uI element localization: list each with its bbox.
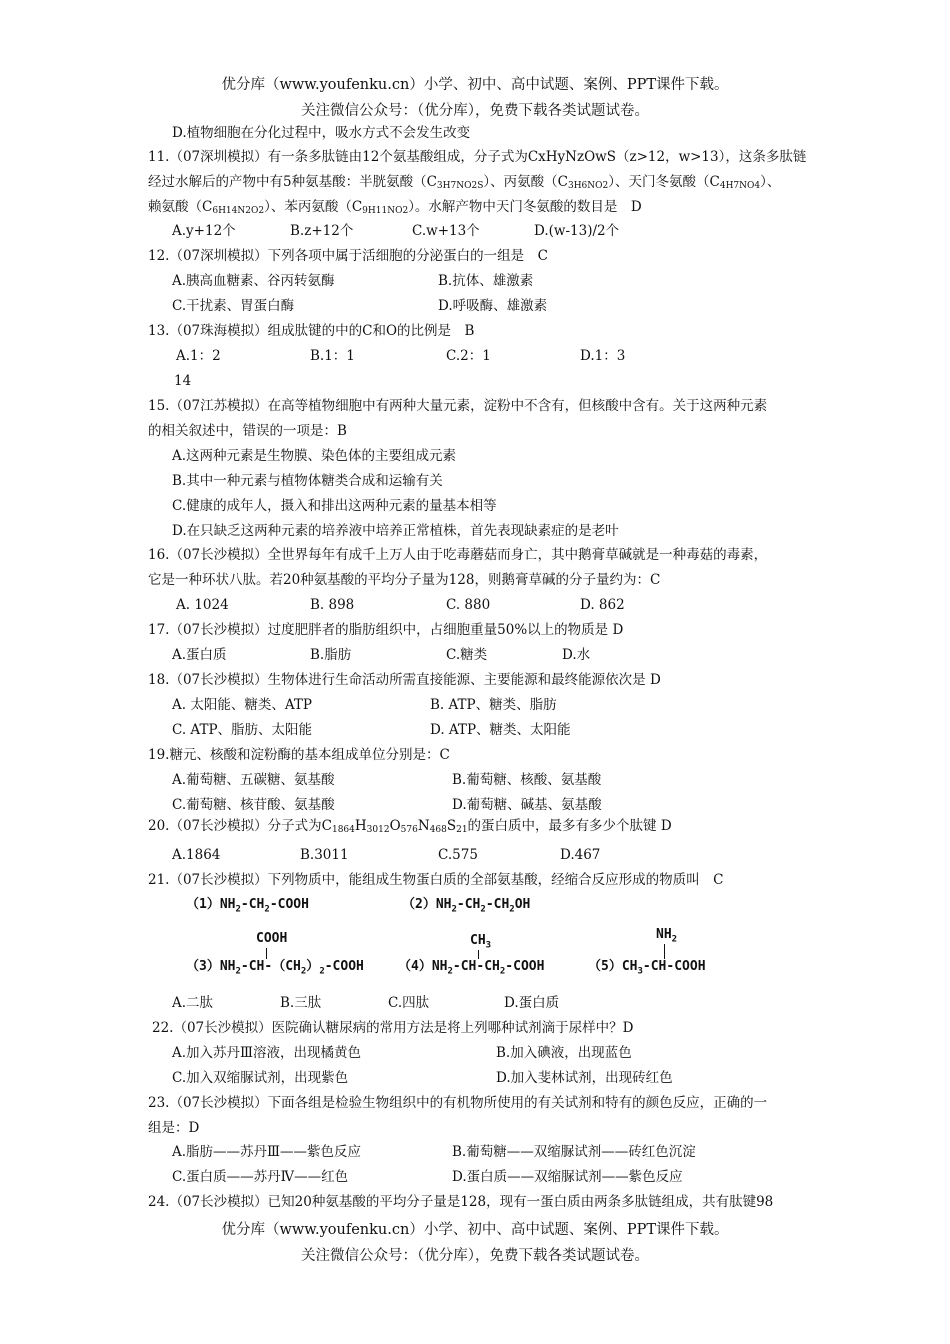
q10-option-d: D.植物细胞在分化过程中，吸水方式不会发生改变 bbox=[172, 125, 471, 141]
q19-option-a: A.葡萄糖、五碳糖、氨基酸 bbox=[172, 772, 335, 788]
q13-option-c: C.2：1 bbox=[446, 348, 491, 364]
compound-5: $(5)CH_3-CH$-COOH bbox=[588, 959, 706, 977]
q13-option-d: D.1：3 bbox=[580, 348, 626, 364]
footer-line-2: 关注微信公众号：（优分库），免费下载各类试题试卷。 bbox=[301, 1248, 649, 1264]
compound-4-ch3: $CH_3$ bbox=[470, 933, 492, 951]
q20-option-b: B.3011 bbox=[300, 847, 349, 863]
q20-option-a: A.1864 bbox=[172, 847, 221, 863]
q19-stem: 19.糖元、核酸和淀粉酶的基本组成单位分别是：C bbox=[148, 747, 450, 763]
q20-option-c: C.575 bbox=[438, 847, 478, 863]
q15-option-c: C.健康的成年人，摄入和排出这两种元素的量基本相等 bbox=[172, 498, 497, 514]
q11-option-a: A.y+12个 bbox=[172, 223, 236, 239]
q17-option-c: C.糖类 bbox=[446, 647, 488, 663]
q16-option-b: B. 898 bbox=[310, 597, 355, 613]
q21-stem: 21.（07长沙模拟）下列物质中，能组成生物蛋白质的全部氨基酸，经缩合反应形成的物质叫 C bbox=[148, 872, 724, 888]
q17-option-b: B.脂肪 bbox=[310, 647, 352, 663]
q23-line-2: 组是：D bbox=[148, 1120, 200, 1136]
q19-option-d: D.葡萄糖、碱基、氨基酸 bbox=[452, 797, 602, 813]
footer-line-1: 优分库（www.youfenku.cn）小学、初中、高中试题、案例、PPT课件下载。 bbox=[221, 1222, 729, 1238]
q12-option-d: D.呼吸酶、雄激素 bbox=[438, 298, 548, 314]
q23-option-b: B.葡萄糖——双缩脲试剂——砖红色沉淀 bbox=[452, 1144, 696, 1160]
formula-alanine: 3H6NO2 bbox=[567, 181, 609, 191]
q21-option-d: D.蛋白质 bbox=[504, 995, 560, 1011]
q16-option-d: D. 862 bbox=[580, 597, 625, 613]
q13-stem: 13.（07珠海模拟）组成肽键的中的C和O的比例是 B bbox=[148, 323, 475, 339]
q20-option-d: D.467 bbox=[560, 847, 601, 863]
q11-line-1: 11.（07深圳模拟）有一条多肽链由12个氨基酸组成，分子式为CxHyNzOwS（z>12，w>13），这条多肽链 bbox=[148, 149, 807, 165]
compound-4: $(4)NH_2-CH-CH_2$-COOH bbox=[398, 959, 545, 977]
q22-stem: 22.（07长沙模拟）医院确认糖尿病的常用方法是将上列哪种试剂滴于尿样中？D bbox=[152, 1020, 634, 1036]
q23-option-d: D.蛋白质——双缩脲试剂——紫色反应 bbox=[452, 1169, 683, 1185]
q12-option-c: C.干扰素、胃蛋白酶 bbox=[172, 298, 295, 314]
formula-lysine: 6H14N2O2 bbox=[212, 206, 265, 216]
formula-phenylalanine: 9H11NO2 bbox=[362, 206, 409, 216]
q23-line-1: 23.（07长沙模拟）下面各组是检验生物组织中的有机物所使用的有关试剂和特有的颜色反应，正确的一 bbox=[148, 1095, 768, 1111]
q16-option-c: C. 880 bbox=[446, 597, 491, 613]
q16-line-2: 它是一种环状八肽。若20种氨基酸的平均分子量为128，则鹅膏草碱的分子量约为：C bbox=[148, 572, 661, 588]
q22-option-d: D.加入斐林试剂，出现砖红色 bbox=[496, 1070, 673, 1086]
q15-line-1: 15.（07江苏模拟）在高等植物细胞中有两种大量元素，淀粉中不含有，但核酸中含有。关于这两种元素 bbox=[148, 398, 768, 414]
q12-option-b: B.抗体、雄激素 bbox=[438, 273, 534, 289]
compound-5-nh2: $NH_2$ bbox=[656, 927, 678, 945]
q11-option-d: D.(w-13)/2个 bbox=[534, 223, 620, 239]
compound-3: $(3)NH_2-CH-(CH_2)_2$-COOH bbox=[186, 959, 364, 977]
q18-option-d: D. ATP、糖类、太阳能 bbox=[430, 722, 571, 738]
q13-option-a: A.1：2 bbox=[176, 348, 221, 364]
q18-option-b: B. ATP、糖类、脂肪 bbox=[430, 697, 557, 713]
q22-option-a: A.加入苏丹Ⅲ溶液，出现橘黄色 bbox=[172, 1045, 362, 1061]
q12-option-a: A.胰高血糖素、谷丙转氨酶 bbox=[172, 273, 335, 289]
q17-stem: 17.（07长沙模拟）过度肥胖者的脂肪组织中，占细胞重量50%以上的物质是 D bbox=[148, 622, 624, 638]
q11-line-2: 经过水解后的产物中有5种氨基酸：半胱氨酸$(C_{3H7NO2S})$、丙氨酸$(C_{3H6NO2})$、天门冬氨酸$(C_{4H7NO4})$、 bbox=[148, 174, 781, 191]
q13-option-b: B.1：1 bbox=[310, 348, 355, 364]
q16-option-a: A. 1024 bbox=[176, 597, 229, 613]
compound-1: $(1)NH_2-CH_2$-COOH bbox=[186, 897, 309, 915]
q22-option-c: C.加入双缩脲试剂，出现紫色 bbox=[172, 1070, 349, 1086]
q15-option-a: A.这两种元素是生物膜、染色体的主要组成元素 bbox=[172, 448, 457, 464]
q17-option-d: D.水 bbox=[562, 647, 591, 663]
formula-aspartate: 4H7NO4 bbox=[719, 181, 761, 191]
q18-option-a: A. 太阳能、糖类、ATP bbox=[172, 697, 312, 713]
compound-5-bond bbox=[664, 944, 665, 959]
formula-cysteine: 3H7NO2S bbox=[436, 181, 484, 191]
header-line-1: 优分库（www.youfenku.cn）小学、初中、高中试题、案例、PPT课件下载。 bbox=[221, 77, 729, 93]
q11-option-b: B.z+12个 bbox=[290, 223, 354, 239]
q15-line-2: 的相关叙述中，错误的一项是：B bbox=[148, 423, 347, 439]
q21-option-a: A.二肽 bbox=[172, 995, 214, 1011]
q21-option-b: B.三肽 bbox=[280, 995, 322, 1011]
q12-stem: 12.（07深圳模拟）下列各项中属于活细胞的分泌蛋白的一组是 C bbox=[148, 248, 548, 264]
q21-option-c: C.四肽 bbox=[388, 995, 430, 1011]
q15-option-d: D.在只缺乏这两种元素的培养液中培养正常植株，首先表现缺素症的是老叶 bbox=[172, 523, 619, 539]
q23-option-c: C.蛋白质——苏丹Ⅳ——红色 bbox=[172, 1169, 349, 1185]
q18-stem: 18.（07长沙模拟）生物体进行生命活动所需直接能源、主要能源和最终能源依次是 D bbox=[148, 672, 661, 688]
q15-option-b: B.其中一种元素与植物体糖类合成和运输有关 bbox=[172, 473, 443, 489]
q14-stem: 14 bbox=[174, 373, 192, 389]
compound-2: $(2)NH_2-CH_2-CH_2OH$ bbox=[402, 897, 531, 915]
q19-option-c: C.葡萄糖、核苷酸、氨基酸 bbox=[172, 797, 335, 813]
header-line-2: 关注微信公众号：（优分库），免费下载各类试题试卷。 bbox=[301, 103, 649, 119]
q18-option-c: C. ATP、脂肪、太阳能 bbox=[172, 722, 313, 738]
q23-option-a: A.脂肪——苏丹Ⅲ——紫色反应 bbox=[172, 1144, 362, 1160]
q22-option-b: B.加入碘液，出现蓝色 bbox=[496, 1045, 632, 1061]
q11-option-c: C.w+13个 bbox=[412, 223, 480, 239]
q19-option-b: B.葡萄糖、核酸、氨基酸 bbox=[452, 772, 602, 788]
q11-line-3: 赖氨酸$(C_{6H14N2O2})$、苯丙氨酸$(C_{9H11NO2})$。水解产物中天门冬氨酸的数目是 D bbox=[148, 199, 642, 216]
q24-line-1: 24.（07长沙模拟）已知20种氨基酸的平均分子量是128，现有一蛋白质由两条多肽链组成，共有肽键98 bbox=[148, 1194, 774, 1210]
q20-stem: 20.（07长沙模拟）分子式为$C_{1864}H_{3012}O_{576}N_{468}S_{21}$的蛋白质中，最多有多少个肽键 D bbox=[148, 818, 672, 835]
q16-line-1: 16.（07长沙模拟）全世界每年有成千上万人由于吃毒蘑菇而身亡，其中鹅膏草碱就是一种毒菇的毒素， bbox=[148, 547, 768, 563]
q17-option-a: A.蛋白质 bbox=[172, 647, 227, 663]
compound-3-cooh: COOH bbox=[256, 931, 288, 946]
